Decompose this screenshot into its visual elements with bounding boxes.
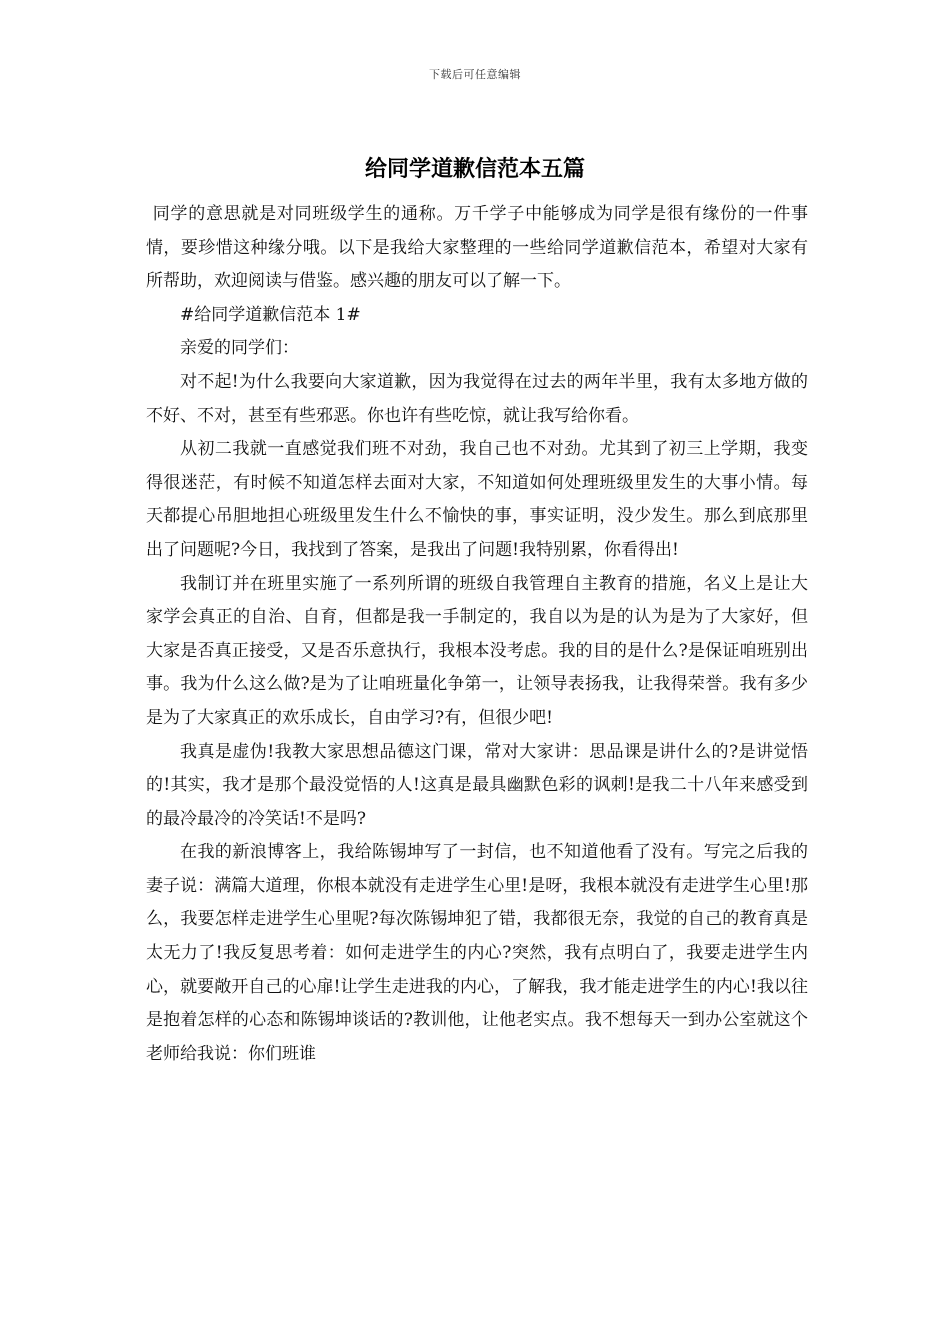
section-heading: #给同学道歉信范本 1# [180, 304, 361, 325]
document-body [146, 198, 808, 1071]
paragraph: 在我的新浪博客上，我给陈锡坤写了一封信，也不知道他看了没有。写完之后我的妻子说：满篇大道理，你根本就没有走进学生心里!是呀，我根本就没有走进学生心里!那么，我要怎样走进学生心里呢?每次陈锡坤犯了错，我都很无奈，我觉的自己的教育真是太无力了!我反复思考着：如何走进学生的内心?突然，我有点明白了，我要走进学生内心，就要敞开自己的心扉!让学生走进我的内心，了解我，我才能走进学生的内心!我以往是抱着怎样的心态和陈锡坤谈话的?教训他，让他老实点。我不想每天一到办公室就这个老师给我说：你们班谁 [146, 842, 808, 1064]
paragraph-intro: 同学的意思就是对同班级学生的通称。万千学子中能够成为同学是很有缘份的一件事情，要珍惜这种缘分哦。以下是我给大家整理的一些给同学道歉信范本，希望对大家有所帮助，欢迎阅读与借鉴。感兴趣的朋友可以了解一下。 [146, 204, 808, 292]
paragraph: 我真是虚伪!我教大家思想品德这门课，常对大家讲：思品课是讲什么的?是讲觉悟的!其实，我才是那个最没觉悟的人!这真是最具幽默色彩的讽刺!是我二十八年来感受到的最冷最冷的冷笑话!不是吗? [146, 741, 808, 829]
paragraph: 从初二我就一直感觉我们班不对劲，我自己也不对劲。尤其到了初三上学期，我变得很迷茫，有时候不知道怎样去面对大家，不知道如何处理班级里发生的大事小情。每天都提心吊胆地担心班级里发生什么不愉快的事，事实证明，没少发生。那么到底那里出了问题呢?今日，我找到了答案，是我出了问题!我特别累，你看得出! [146, 439, 808, 560]
paragraph: 对不起!为什么我要向大家道歉，因为我觉得在过去的两年半里，我有太多地方做的不好、不对，甚至有些邪恶。你也许有些吃惊，就让我写给你看。 [146, 371, 808, 426]
paragraph: 我制订并在班里实施了一系列所谓的班级自我管理自主教育的措施，名义上是让大家学会真正的自治、自育，但都是我一手制定的，我自以为是的认为是为了大家好，但大家是否真正接受，又是否乐意执行，我根本没考虑。我的目的是什么?是保证咱班别出事。我为什么这么做?是为了让咱班量化争第一，让领导表扬我，让我得荣誉。我有多少是为了大家真正的欢乐成长，自由学习?有，但很少吧! [146, 573, 808, 728]
letter-salutation: 亲爱的同学们： [180, 338, 299, 359]
document-title: 给同学道歉信范本五篇 [364, 156, 585, 182]
header-note: 下载后可任意编辑 [429, 68, 521, 81]
